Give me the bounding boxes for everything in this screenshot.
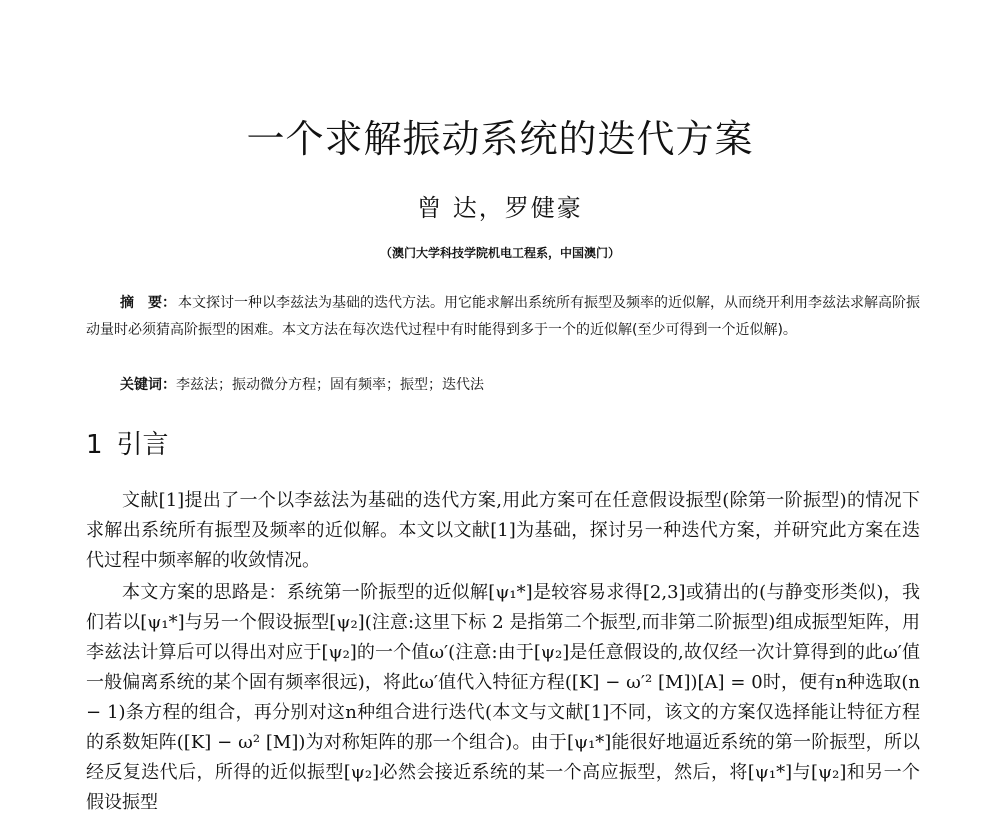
paragraph: 文献[1]提出了一个以李兹法为基础的迭代方案,用此方案可在任意假设振型(除第一阶振型)的情况下求解出系统所有振型及频率的近似解。本文以文献[1]为基础，探讨另一种迭代方案，并研究此方案在迭代过程中频率解的收敛情况。 <box>86 490 920 571</box>
paper-authors: 曾 达，罗健豪 <box>417 194 583 222</box>
paragraph: 本文方案的思路是：系统第一阶振型的近似解[ψ₁*]是较容易求得[2,3]或猜出的(与静变形类似)，我们若以[ψ₁*]与另一个假设振型[ψ₂](注意:这里下标 2 是指第二个振型,而非第二阶振型)组成振型矩阵，用李兹法计算后可以得出对应于[ψ₂]的一个值ω′(注意:由于[ψ₂]是任意假设的,故仅经一次计算得到的此ω′值一般偏离系统的某个固有频率很远)，将此ω′值代入特征方程([K] − ω′² [M])[A] = 0时，便有n种选取(n − 1)条方程的组合，再分别对这n种组合进行迭代(本文与文献[1]不同，该文的方案仅选择能让特征方程的系数矩阵([K] − ω² [M])为对称矩阵的那一个组合)。由于[ψ₁*]能很好地逼近系统的第一阶振型，所以经反复迭代后，所得的近似振型[ψ₂]必然会接近系统的某一个高应振型，然后，将[ψ₁*]与[ψ₂]和另一个假设振型 <box>86 582 920 813</box>
paper-title: 一个求解振动系统的迭代方案 <box>246 117 754 161</box>
body-text <box>86 486 920 818</box>
paper-affiliation: （澳门大学科技学院机电工程系，中国澳门） <box>379 246 620 260</box>
abstract <box>86 290 920 344</box>
abstract-label: 摘 要： <box>120 295 176 311</box>
section-heading <box>86 424 169 461</box>
abstract-text: 本文探讨一种以李兹法为基础的迭代方法。用它能求解出系统所有振型及频率的近似解，从而绕开利用李兹法求解高阶振动量时必须猜高阶振型的困难。本文方法在每次迭代过程中有时能得到多于一个的近似解(至少可得到一个近似解)。 <box>86 295 920 338</box>
keywords-label: 关键词： <box>120 377 176 393</box>
section-title: 引言 <box>116 430 169 460</box>
keywords-text: 李兹法；振动微分方程；固有频率；振型；迭代法 <box>176 377 484 393</box>
section-number: 1 <box>86 430 103 460</box>
keywords <box>120 372 920 399</box>
